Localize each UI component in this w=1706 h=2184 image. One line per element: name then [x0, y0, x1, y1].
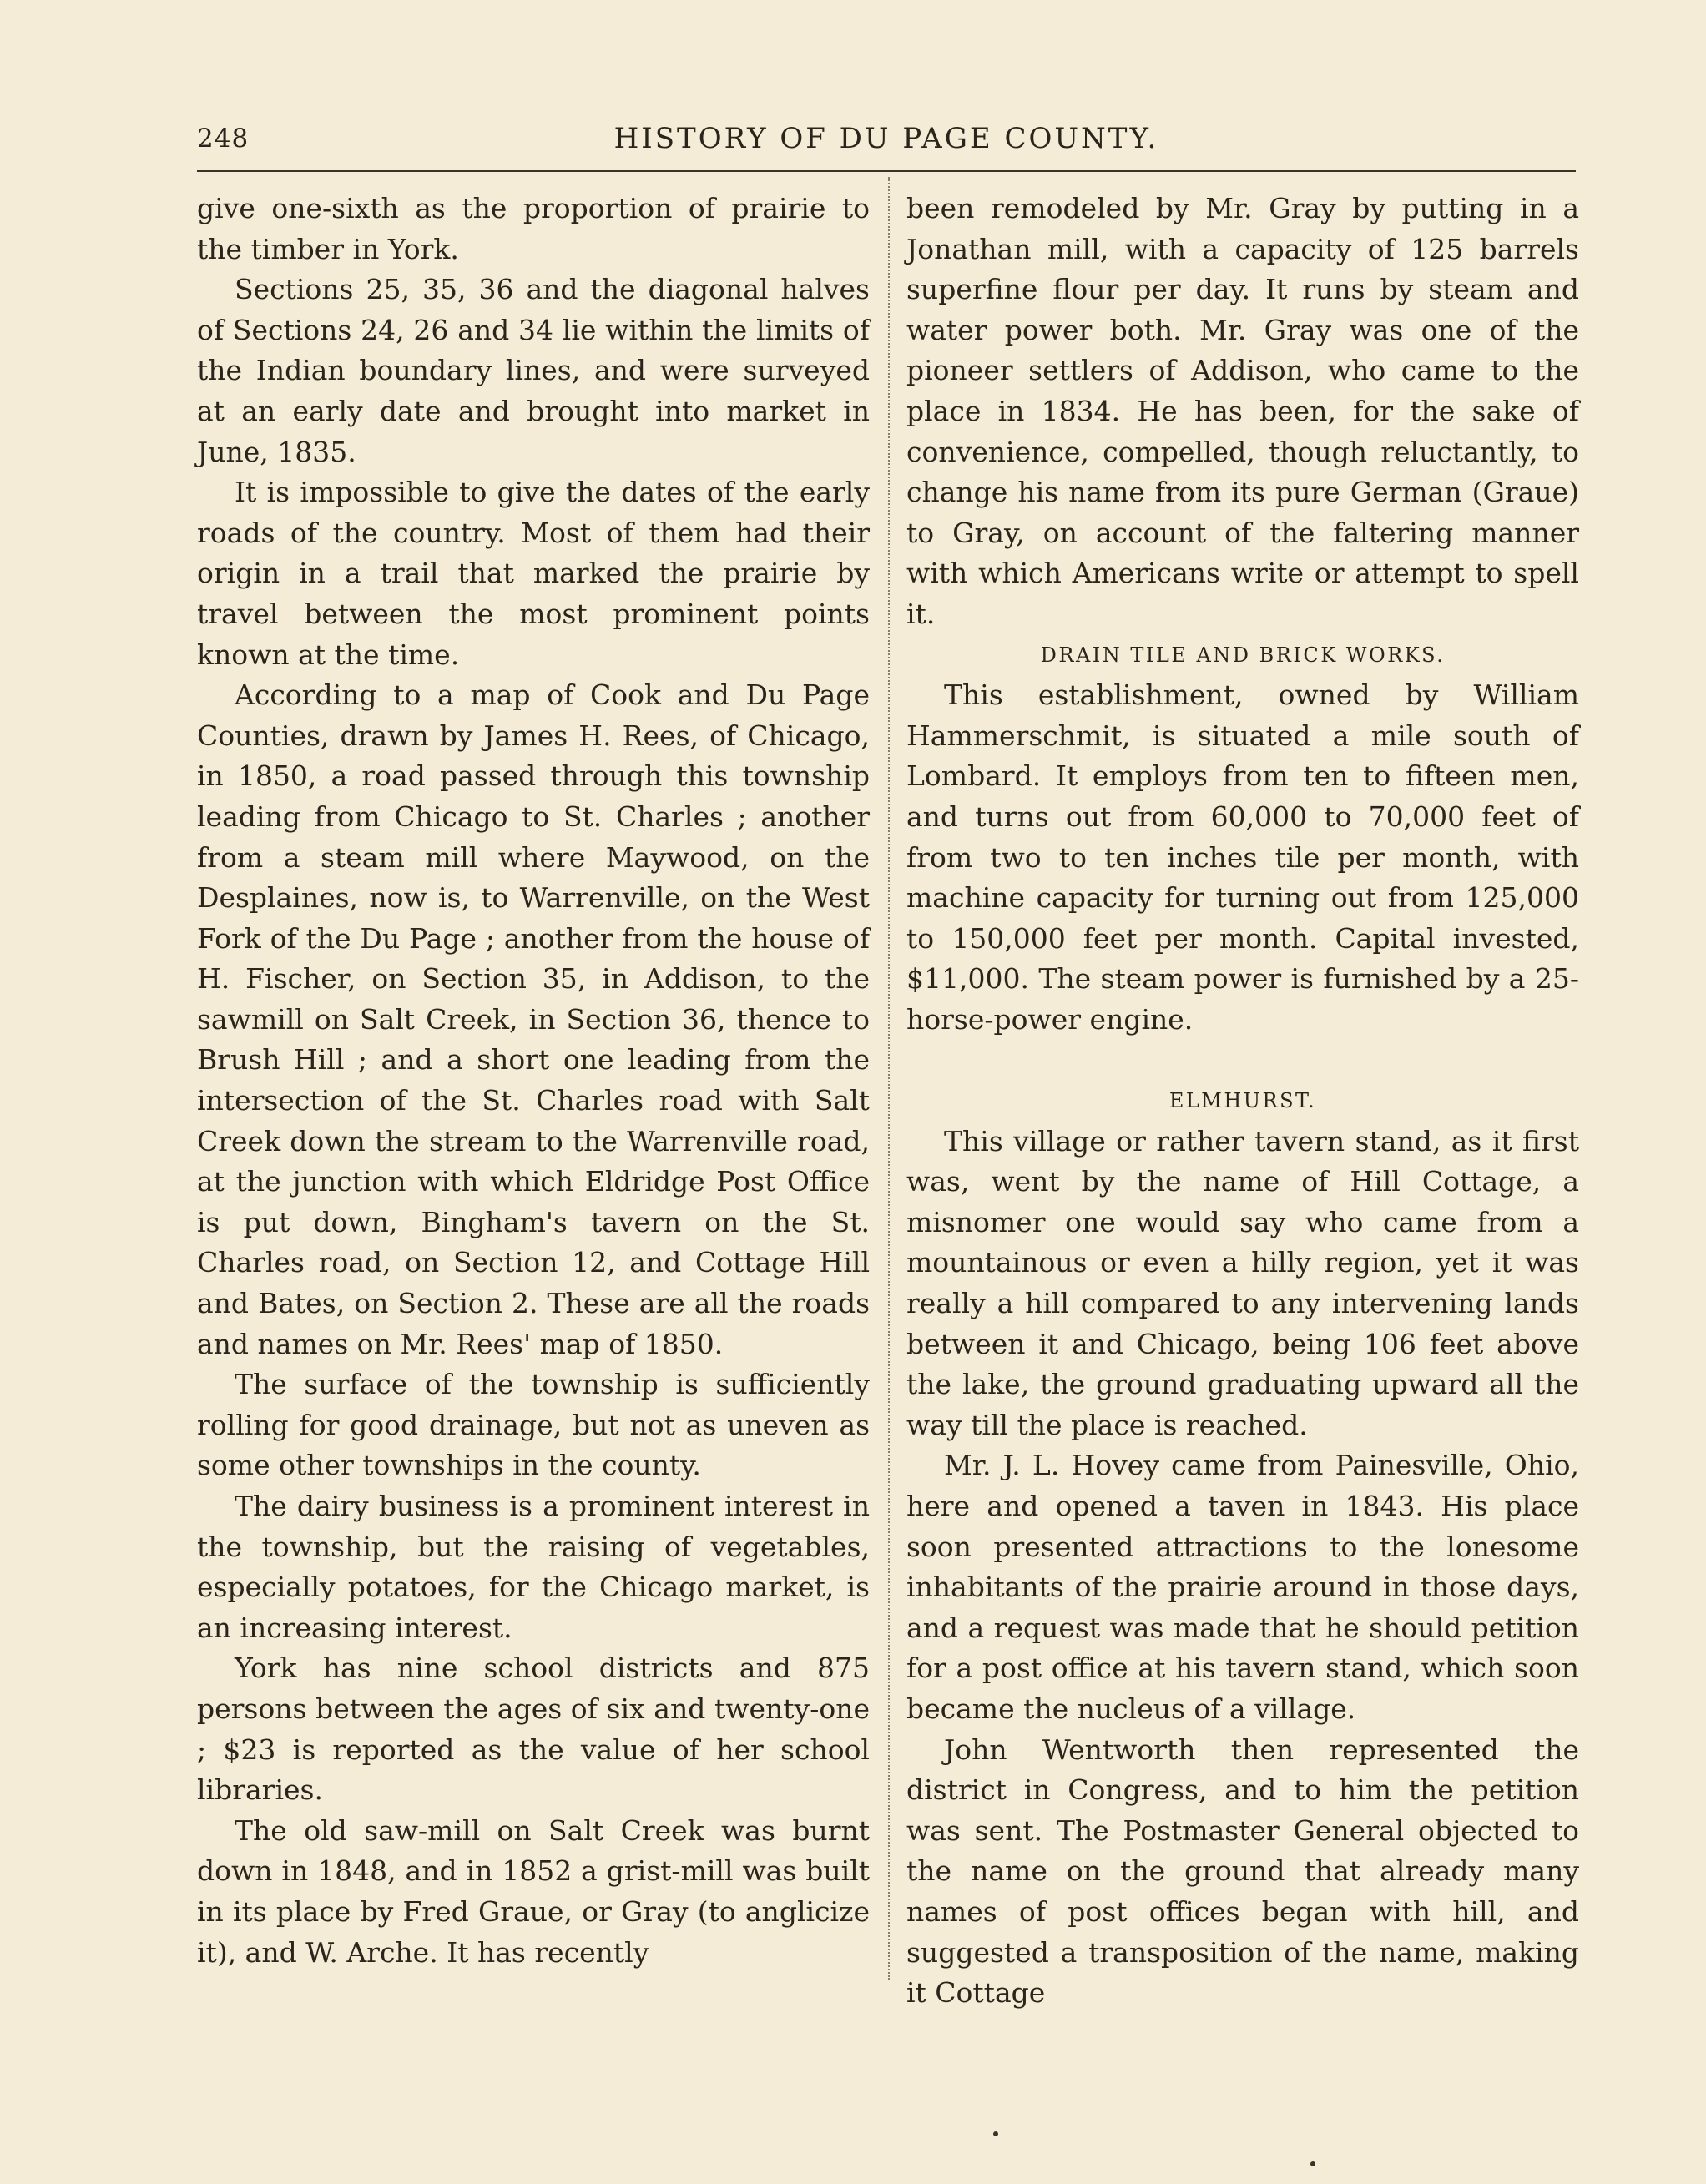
- section-heading-elmhurst: ELMHURST.: [1168, 1089, 1317, 1113]
- paragraph: The old saw-mill on Salt Creek was burnt down in 1848, and in 1852 a grist-mill was built in its place by Fred Graue, or Gray (to anglicize it), and W. Arche. It has recently: [197, 1813, 870, 1969]
- left-column: [197, 189, 870, 1973]
- paragraph: been remodeled by Mr. Gray by putting in a Jonathan mill, with a capacity of 125 barrels superfine flour per day. It runs by steam and water power both. Mr. Gray was one of the pioneer settlers of Addison, who came to the place in 1834. He has been, for the sake of convenience, compelled, though reluctantly, to change his name from its pure German (Graue) to Gray, on account of the faltering manner with which Americans write or attempt to spell it.: [906, 192, 1579, 630]
- page-header: [197, 115, 1576, 165]
- paragraph: The dairy business is a prominent interest in the township, but the raising of vegetables, especially potatoes, for the Chicago market, is an increasing interest.: [197, 1490, 870, 1644]
- stray-ink-dot: [993, 2131, 998, 2136]
- section-spacer: [906, 1040, 1579, 1081]
- paragraph: This establishment, owned by William Hammerschmit, is situated a mile south of Lombard. It employs from ten to fifteen men, and turns out from 60,000 to 70,000 feet of from two to ten inches tile per month, with machine capacity for turning out from 125,000 to 150,000 feet per month. Capital invested, $11,000. The steam power is furnished by a 25-horse-power engine.: [906, 678, 1579, 1036]
- paragraph: Mr. J. L. Hovey came from Painesville, Ohio, here and opened a taven in 1843. His place soon presented attractions to the lonesome inhabitants of the prairie around in those days, and a request was made that he should petition for a post office at his tavern stand, which soon became the nucleus of a village.: [906, 1449, 1579, 1725]
- paragraph: According to a map of Cook and Du Page Counties, drawn by James H. Rees, of Chicago, in 1850, a road passed through this township leading from Chicago to St. Charles ; another from a steam mill where Maywood, on the Desplaines, now is, to Warrenville, on the West Fork of the Du Page ; another from the house of H. Fischer, on Section 35, in Addison, to the sawmill on Salt Creek, in Section 36, thence to Brush Hill ; and a short one leading from the intersection of the St. Charles road with Salt Creek down the stream to the Warrenville road, at the junction with which Eldridge Post Office is put down, Bingham's tavern on the St. Charles road, on Section 12, and Cottage Hill and Bates, on Section 2. These are all the roads and names on Mr. Rees' map of 1850.: [197, 678, 870, 1360]
- paragraph: This village or rather tavern stand, as it first was, went by the name of Hill Cottage, a misnomer one would say who came from a mountainous or even a hilly region, yet it was really a hill compared to any intervening lands between it and Chicago, being 106 feet above the lake, the ground graduating upward all the way till the place is reached.: [906, 1124, 1579, 1441]
- stray-ink-dot: [1310, 2161, 1315, 2166]
- paragraph: give one-sixth as the proportion of prairie to the timber in York.: [197, 192, 870, 265]
- section-heading-drain-tile: DRAIN TILE AND BRICK WORKS.: [1040, 643, 1446, 667]
- column-divider: [888, 177, 891, 1980]
- paragraph: York has nine school districts and 875 persons between the ages of six and twenty-one ; $23 is reported as the value of her school libraries.: [197, 1652, 870, 1807]
- running-head-title: HISTORY OF DU PAGE COUNTY.: [613, 122, 1159, 155]
- paragraph: John Wentworth then represented the district in Congress, and to him the petition was sent. The Postmaster General objected to the name on the ground that already many names of post offices began with hill, and suggested a transposition of the name, making it Cottage: [906, 1733, 1579, 2010]
- header-rule: [197, 170, 1576, 172]
- page-number: 248: [197, 124, 250, 154]
- paragraph: It is impossible to give the dates of the early roads of the country. Most of them had their origin in a trail that marked the prairie by travel between the most prominent points known at the time.: [197, 476, 870, 671]
- right-column: [906, 189, 1579, 2014]
- paragraph: Sections 25, 35, 36 and the diagonal halves of Sections 24, 26 and 34 lie within the limits of the Indian boundary lines, and were surveyed at an early date and brought into market in June, 1835.: [197, 273, 870, 468]
- paragraph: The surface of the township is sufficiently rolling for good drainage, but not as uneven as some other townships in the county.: [197, 1368, 870, 1482]
